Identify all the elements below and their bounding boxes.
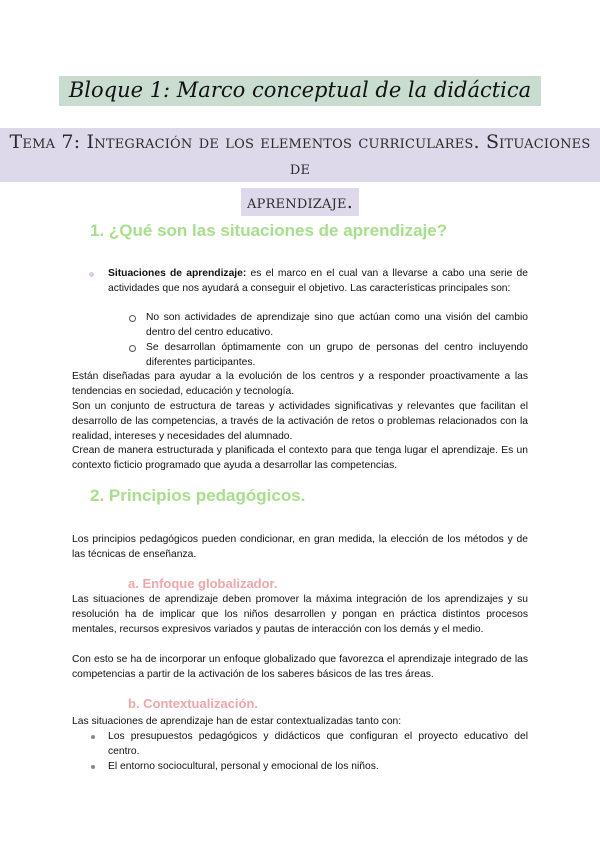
paragraph: Están diseñadas para ayudar a la evolución de los centros y a responder proactivamente a las tendencias en sociedad, educación y tecnología.: [72, 371, 528, 397]
sub-bullet-circle: [129, 345, 136, 352]
subsection-b-heading: b. Contextualización.: [128, 696, 259, 711]
section-1-heading: 1. ¿Qué son las situaciones de aprendizaje?: [90, 221, 448, 240]
sub-bullet-circle: [129, 315, 136, 322]
paragraph: Las situaciones de aprendizaje han de estar contextualizadas tanto con:: [72, 716, 402, 727]
sub-bullet-1: No son actividades de aprendizaje sino que actúan como una visión del cambio dentro del centro educativo.: [146, 312, 528, 338]
paragraph: Los principios pedagógicos pueden condicionar, en gran medida, la elección de los métodos y de las técnicas de enseñanza.: [72, 534, 528, 560]
bullet-dot: [91, 765, 95, 769]
subsection-a-heading: a. Enfoque globalizador.: [128, 576, 278, 591]
page-title: Bloque 1: Marco conceptual de la didáctica: [59, 76, 541, 106]
paragraph: Crean de manera estructurada y planificada el contexto para que tenga lugar el aprendizaje. Es un contexto ficticio programado que ayuda a desarrollar las competencias.: [72, 445, 528, 471]
subtitle-line-1: Tema 7: Integración de los elementos curriculares. Situaciones de: [0, 128, 600, 182]
list-item: Los presupuestos pedagógicos y didácticos que configuran el proyecto educativo del centro.: [108, 731, 528, 757]
subtitle-line-2: aprendizaje.: [241, 188, 359, 216]
bullet-dot: [89, 272, 94, 277]
bullet-situaciones: [108, 266, 528, 296]
bullet-dot: [91, 735, 95, 739]
paragraph: Las situaciones de aprendizaje deben promover la máxima integración de los aprendizajes y su resolución ha de implicar que los niños desarrollen y pongan en práctica distintos procesos mentales, recursos expresivos variados y pautas de interacción con los demás y el medio.: [72, 594, 528, 635]
list-item: El entorno sociocultural, personal y emocional de los niños.: [108, 761, 379, 772]
section-2-heading: 2. Principios pedagógicos.: [90, 486, 306, 505]
sub-bullet-2: Se desarrollan óptimamente con un grupo de personas del centro incluyendo diferentes participantes.: [146, 342, 528, 368]
subtitle-block: [0, 128, 600, 216]
paragraph: Son un conjunto de estructura de tareas y actividades significativas y relevantes que facilitan el desarrollo de las competencias, a través de la activación de retos o problemas relacionados con la realidad, intereses y necesidades del alumnado.: [72, 401, 528, 442]
bullet-term: Situaciones de aprendizaje:: [108, 268, 247, 279]
title-block: [0, 76, 600, 106]
bullet-definition: es el marco en el cual van a llevarse a cabo una serie de actividades que nos ayudará a conseguir el objetivo. Las características principales son:: [108, 268, 528, 294]
paragraph: Con esto se ha de incorporar un enfoque globalizado que favorezca el aprendizaje integrado de las competencias a partir de la activación de los saberes básicos de las tres áreas.: [72, 654, 528, 680]
